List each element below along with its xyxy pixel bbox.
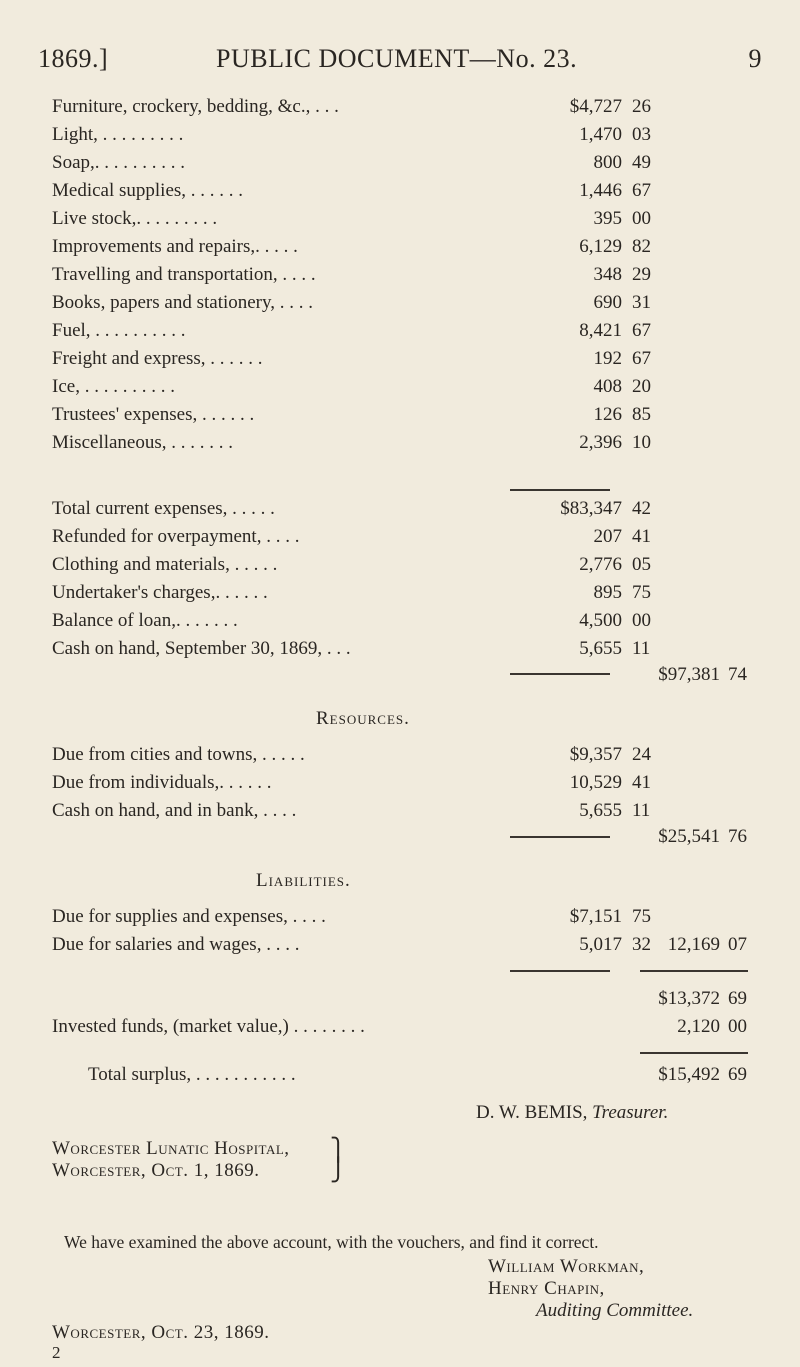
total-cents: 11 — [632, 638, 651, 659]
liability-cents: 75 — [632, 906, 651, 927]
resources-total-dollars: $25,541 — [658, 826, 720, 847]
resource-label: Due from cities and towns, . . . . . — [52, 744, 305, 765]
resource-dollars: 10,529 — [569, 772, 622, 793]
expense-cents: 67 — [632, 320, 651, 341]
total-label: Clothing and materials, . . . . . — [52, 554, 278, 575]
total-cents: 00 — [632, 610, 651, 631]
resource-dollars: $9,357 — [569, 744, 622, 765]
expense-dollars: 1,446 — [579, 180, 622, 201]
invested-row — [52, 1016, 752, 1044]
grand-total-cents: 74 — [728, 664, 747, 685]
resource-label: Due from individuals,. . . . . . — [52, 772, 272, 793]
expense-label: Freight and express, . . . . . . — [52, 348, 263, 369]
grand-total-row — [52, 664, 752, 692]
total-cents: 05 — [632, 554, 651, 575]
expense-cents: 85 — [632, 404, 651, 425]
total-dollars: 5,655 — [579, 638, 622, 659]
total-dollars: 2,776 — [579, 554, 622, 575]
expense-label: Improvements and repairs,. . . . . — [52, 236, 298, 257]
expense-dollars: 395 — [593, 208, 622, 229]
resource-cents: 41 — [632, 772, 651, 793]
expense-dollars: 348 — [593, 264, 622, 285]
liability-dollars: 5,017 — [579, 934, 622, 955]
committee-label: Auditing Committee. — [536, 1300, 694, 1321]
expense-dollars: 2,396 — [579, 432, 622, 453]
total-dollars: 4,500 — [579, 610, 622, 631]
resources-total-row — [52, 826, 752, 854]
balance-dollars: $13,372 — [658, 988, 720, 1009]
total-cents: 42 — [632, 498, 651, 519]
page-header — [38, 44, 762, 84]
auditor-name: William Workman, — [488, 1256, 645, 1277]
expense-cents: 67 — [632, 180, 651, 201]
expense-dollars: 1,470 — [579, 124, 622, 145]
expense-cents: 29 — [632, 264, 651, 285]
expense-label: Furniture, crockery, bedding, &c., . . . — [52, 96, 339, 117]
expense-label: Miscellaneous, . . . . . . . — [52, 432, 234, 453]
expense-cents: 49 — [632, 152, 651, 173]
expense-dollars: 192 — [593, 348, 622, 369]
treasurer-signature — [476, 1102, 668, 1124]
footer-signature-mark: 2 — [52, 1343, 61, 1362]
place-line-1: Worcester Lunatic Hospital, — [52, 1138, 290, 1159]
expense-cents: 82 — [632, 236, 651, 257]
expense-cents: 67 — [632, 348, 651, 369]
expense-label: Ice, . . . . . . . . . . — [52, 376, 175, 397]
expense-dollars: 8,421 — [579, 320, 622, 341]
total-label: Total current expenses, . . . . . — [52, 498, 275, 519]
balance-cents: 69 — [728, 988, 747, 1009]
total-label: Refunded for overpayment, . . . . — [52, 526, 300, 547]
resources-total-cents: 76 — [728, 826, 747, 847]
expense-label: Travelling and transportation, . . . . — [52, 264, 316, 285]
header-year: 1869.] — [38, 44, 109, 73]
total-dollars: 895 — [593, 582, 622, 603]
expense-label: Trustees' expenses, . . . . . . — [52, 404, 255, 425]
header-title: PUBLIC DOCUMENT—No. 23. — [216, 44, 578, 73]
expense-cents: 20 — [632, 376, 651, 397]
expense-dollars: $4,727 — [569, 96, 622, 117]
expense-dollars: 6,129 — [579, 236, 622, 257]
liability-dollars: $7,151 — [569, 906, 622, 927]
total-label: Cash on hand, September 30, 1869, . . . — [52, 638, 351, 659]
expense-label: Medical supplies, . . . . . . — [52, 180, 244, 201]
liability-label: Due for salaries and wages, . . . . — [52, 934, 300, 955]
total-cents: 41 — [632, 526, 651, 547]
expense-cents: 00 — [632, 208, 651, 229]
total-dollars: $83,347 — [560, 498, 622, 519]
surplus-row — [88, 1064, 752, 1092]
brace-glyph: ⎫ ⎭ — [330, 1137, 347, 1182]
surplus-rule — [640, 1052, 748, 1054]
expense-cents: 31 — [632, 292, 651, 313]
liabilities-total-dollars: 12,169 — [667, 934, 720, 955]
expense-label: Live stock,. . . . . . . . . — [52, 208, 218, 229]
expense-dollars: 800 — [593, 152, 622, 173]
auditor-name: Henry Chapin, — [488, 1278, 605, 1299]
resource-cents: 24 — [632, 744, 651, 765]
resources-heading: Resources. — [316, 708, 410, 729]
certification-text: We have examined the above account, with the vouchers, and find it correct. — [64, 1232, 599, 1252]
expense-dollars: 408 — [593, 376, 622, 397]
treasurer-title: Treasurer. — [592, 1102, 669, 1123]
place-line-2: Worcester, Oct. 1, 1869. — [52, 1160, 260, 1181]
resource-label: Cash on hand, and in bank, . . . . — [52, 800, 297, 821]
treasurer-name: D. W. BEMIS, — [476, 1102, 588, 1123]
expense-label: Fuel, . . . . . . . . . . — [52, 320, 186, 341]
total-label: Balance of loan,. . . . . . . — [52, 610, 238, 631]
expense-cents: 03 — [632, 124, 651, 145]
surplus-label: Total surplus, . . . . . . . . . . . — [88, 1064, 296, 1085]
expense-dollars: 126 — [593, 404, 622, 425]
page-number: 9 — [748, 44, 762, 73]
liabilities-rule-left — [510, 970, 610, 972]
liabilities-total-cents: 07 — [728, 934, 747, 955]
grand-total-dollars: $97,381 — [658, 664, 720, 685]
liability-label: Due for supplies and expenses, . . . . — [52, 906, 326, 927]
invested-label: Invested funds, (market value,) . . . . . . . . — [52, 1016, 365, 1037]
expense-label: Soap,. . . . . . . . . . — [52, 152, 185, 173]
invested-dollars: 2,120 — [677, 1016, 720, 1037]
surplus-cents: 69 — [728, 1064, 747, 1085]
expense-label: Books, papers and stationery, . . . . — [52, 292, 314, 313]
liabilities-heading: Liabilities. — [256, 870, 351, 891]
expense-dollars: 690 — [593, 292, 622, 313]
invested-cents: 00 — [728, 1016, 747, 1037]
resource-dollars: 5,655 — [579, 800, 622, 821]
liabilities-rule-right — [640, 970, 748, 972]
resource-cents: 11 — [632, 800, 651, 821]
total-label: Undertaker's charges,. . . . . . — [52, 582, 268, 603]
subtotal-rule — [510, 489, 610, 491]
expense-cents: 10 — [632, 432, 651, 453]
total-cents: 75 — [632, 582, 651, 603]
liability-cents: 32 — [632, 934, 651, 955]
expense-cents: 26 — [632, 96, 651, 117]
expense-label: Light, . . . . . . . . . — [52, 124, 184, 145]
surplus-dollars: $15,492 — [658, 1064, 720, 1085]
balance-row — [52, 988, 752, 1016]
total-dollars: 207 — [593, 526, 622, 547]
audit-place-date: Worcester, Oct. 23, 1869. — [52, 1322, 270, 1343]
